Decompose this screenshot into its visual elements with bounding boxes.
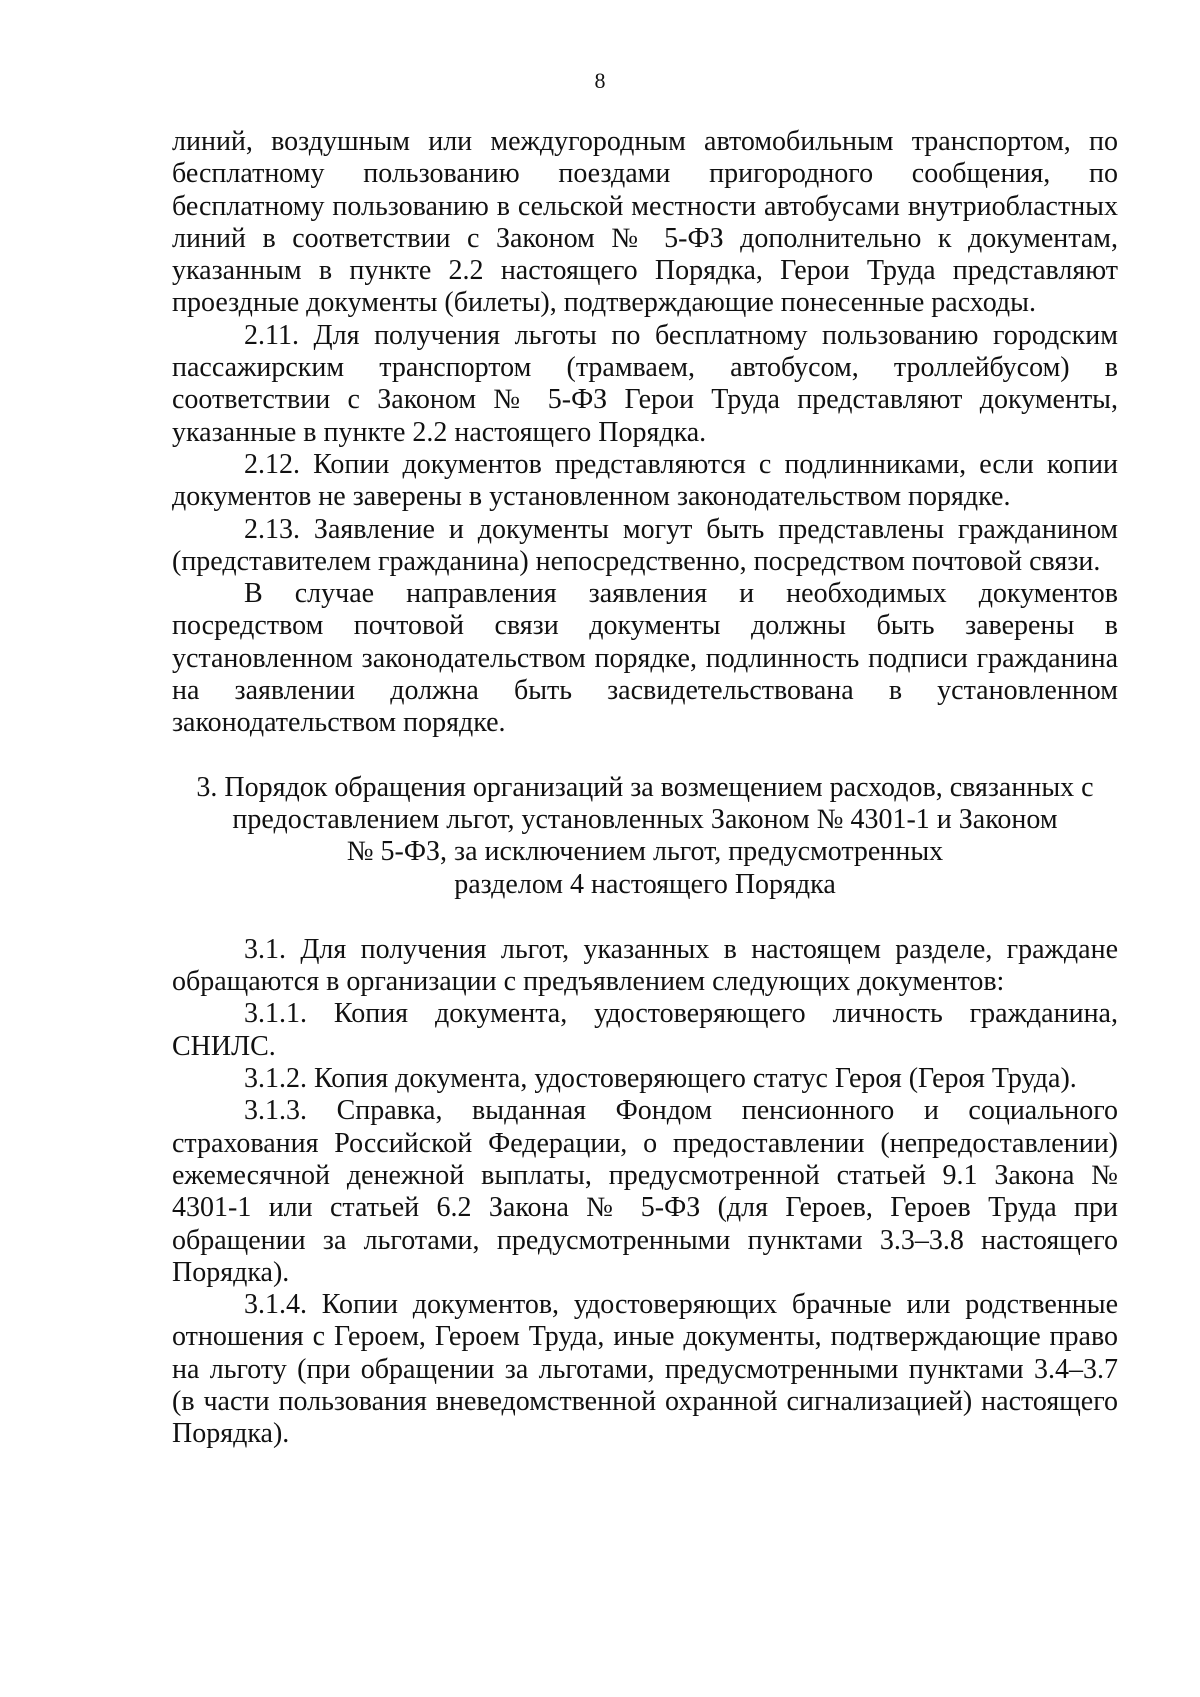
paragraph-2-11: 2.11. Для получения льготы по бесплатному пользованию городским пассажирским транспортом (трамваем, автобусом, троллейбусом) в соответствии с Законом № 5-ФЗ Герои Труда представляют документы, указанные в пункте 2.2 настоящего Порядка. [172, 319, 1118, 448]
page-number: 8 [594, 68, 606, 93]
section-heading-line-3: № 5-ФЗ, за исключением льгот, предусмотренных [346, 836, 944, 868]
paragraph-3-1-3: 3.1.3. Справка, выданная Фондом пенсионного и социального страхования Российской Федерации, о предоставлении (непредоставлении) ежемесячной денежной выплаты, предусмотренной статьей 9.1 Закона № 4301-1 или статьей 6.2 Закона № 5-ФЗ (для Героев, Героев Труда при обращении за льготами, предусмотренными пунктами 3.3–3.8 настоящего Порядка). [172, 1095, 1118, 1288]
section-heading-line-4: разделом 4 настоящего Порядка [454, 868, 836, 900]
paragraph-3-1-2: 3.1.2. Копия документа, удостоверяющего статус Героя (Героя Труда). [244, 1063, 1077, 1095]
document-body [172, 126, 1118, 1451]
paragraph-2-12: 2.12. Копии документов представляются с подлинниками, если копии документов не заверены в установленном законодательством порядке. [172, 448, 1118, 513]
paragraph-3-1-4: 3.1.4. Копии документов, удостоверяющих брачные или родственные отношения с Героем, Героем Труда, иные документы, подтверждающие право на льготу (при обращении за льготами, предусмотренными пунктами 3.4–3.7 (в части пользования вневедомственной охранной сигнализацией) настоящего Порядка). [172, 1289, 1118, 1450]
section-heading-line-1: 3. Порядок обращения организаций за возмещением расходов, связанных с [196, 771, 1094, 803]
paragraph-postal: В случае направления заявления и необходимых документов посредством почтовой связи документы должны быть заверены в установленном законодательством порядке, подлинность подписи гражданина на заявлении должна быть засвидетельствована в установленном законодательством порядке. [172, 578, 1118, 739]
paragraph-continuation: линий, воздушным или междугородным автомобильным транспортом, по бесплатному пользованию поездами пригородного сообщения, по бесплатному пользованию в сельской местности автобусами внутриобластных линий в соответствии с Законом № 5-ФЗ дополнительно к документам, указанным в пункте 2.2 настоящего Порядка, Герои Труда представляют проездные документы (билеты), подтверждающие понесенные расходы. [172, 126, 1118, 319]
section-heading [172, 772, 1118, 901]
section-heading-line-2: предоставлением льгот, установленных Законом № 4301-1 и Законом [232, 803, 1058, 835]
paragraph-2-13: 2.13. Заявление и документы могут быть представлены гражданином (представителем гражданина) непосредственно, посредством почтовой связи. [172, 513, 1118, 577]
paragraph-3-1: 3.1. Для получения льгот, указанных в настоящем разделе, граждане обращаются в организации с предъявлением следующих документов: [172, 933, 1118, 998]
paragraph-3-1-1: 3.1.1. Копия документа, удостоверяющего личность гражданина, СНИЛС. [172, 998, 1118, 1062]
